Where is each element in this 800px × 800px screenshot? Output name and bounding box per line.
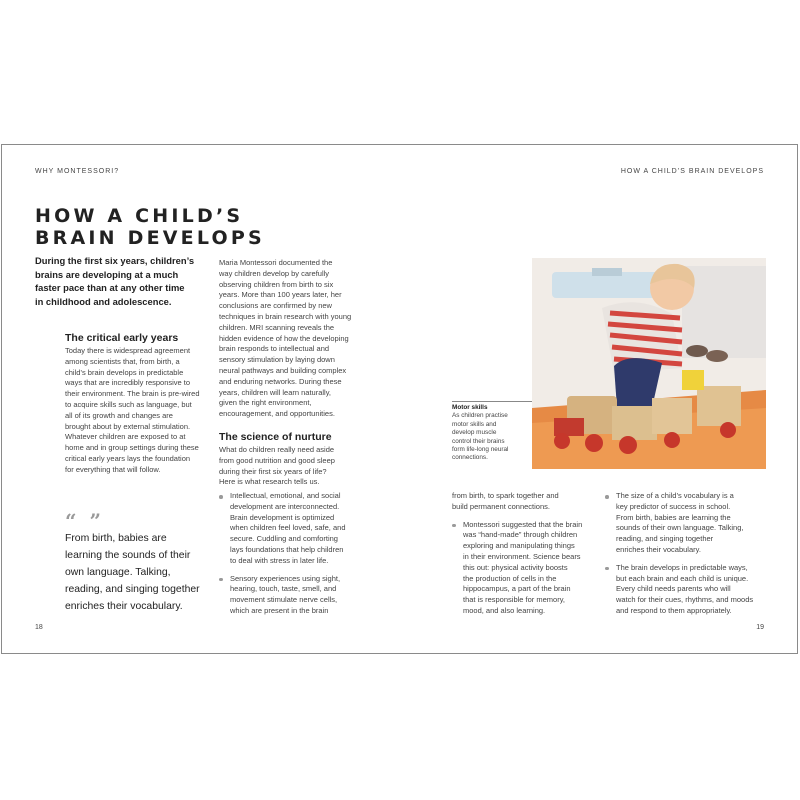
column-three [452, 491, 597, 624]
caption-line: As children practise [452, 412, 508, 420]
text-line: during their first six years of life? [219, 466, 327, 476]
text-line: from good nutrition and good sleep [219, 455, 335, 465]
text-line: neural pathways and building complex [219, 365, 347, 375]
text-line: hidden evidence of how the developing [219, 333, 349, 343]
page-number-right: 19 [756, 624, 764, 631]
text-line: and respond to them appropriately. [616, 605, 732, 615]
caption-line: control their brains [452, 437, 505, 445]
text-line: What do children really need aside [219, 445, 335, 454]
caption-title: Motor skills [452, 404, 488, 411]
text-line: Here is what research tells us. [219, 477, 320, 487]
section-science-of-nurture [219, 431, 369, 488]
running-head-right: HOW A CHILD’S BRAIN DEVELOPS [620, 168, 764, 175]
col4-bullet-list [605, 491, 767, 624]
text-line: conclusions are confirmed by new [219, 301, 332, 311]
text-line: Today there is widespread agreement [65, 346, 191, 355]
text-line: the production of cells in the [463, 573, 557, 583]
section-body [219, 445, 369, 488]
photo-caption [452, 404, 530, 463]
title-line: BRAIN DEVELOPS [35, 227, 265, 249]
child-playing-wooden-train-photo [532, 258, 766, 469]
caption-line: connections. [452, 454, 488, 462]
section-critical-early-years [65, 332, 215, 476]
text-line: techniques in brain research with young [219, 311, 352, 321]
text-line: Intellectual, emotional, and social [230, 491, 341, 500]
bullet-icon [452, 524, 456, 528]
text-line: From birth, babies are learning the [616, 512, 731, 522]
text-line: years, children will learn naturally, [219, 387, 331, 397]
text-line: which are present in the brain [230, 605, 329, 615]
text-line: secure. Cuddling and comforting [230, 534, 338, 544]
quote-line: From birth, babies are [65, 533, 167, 544]
text-line: and enduring networks. During these [219, 376, 342, 386]
caption-line: motor skills and [452, 420, 497, 428]
text-line: brought about by external stimulation. [65, 421, 191, 431]
quote-line: learning the sounds of their [65, 550, 191, 561]
text-line: lays foundations that help children [230, 544, 344, 554]
text-line: all of its growth and changes are [65, 410, 173, 420]
text-line: when children feel loved, safe, and [230, 523, 346, 533]
text-line: hippocampus, a part of the brain [463, 584, 571, 594]
section-heading: The science of nurture [219, 431, 332, 443]
intro-line: in childhood and adolescence. [35, 295, 172, 307]
pull-quote [65, 530, 215, 615]
text-line: among scientists that, from birth, a [65, 356, 180, 366]
text-line: but each brain and each child is unique. [616, 573, 749, 583]
section-body [65, 346, 215, 476]
nurture-bullet-list [219, 491, 369, 624]
text-line: home and in group settings during these [65, 443, 199, 453]
text-line: Sensory experiences using sight, [230, 573, 341, 583]
text-line: mood, and also learning. [463, 605, 546, 615]
intro-line: faster pace than at any other time [35, 282, 185, 294]
list-item [605, 563, 767, 617]
intro-line: brains are developing at a much [35, 268, 179, 280]
page-number-left: 18 [35, 624, 43, 631]
title-line: HOW A CHILD’S [35, 205, 244, 227]
text-line: reading, and singing together [616, 534, 714, 544]
text-line: critical early years lays the foundation [65, 453, 191, 463]
bullet-icon [605, 567, 609, 571]
text-line: to acquire skills such as language, but [65, 399, 192, 409]
quote-marks-icon: “ ” [65, 509, 104, 533]
text-line: development are interconnected. [230, 501, 340, 511]
text-line: key predictor of success in school. [616, 501, 731, 511]
caption-line: form life-long neural [452, 446, 509, 454]
text-line: years. More than 100 years later, her [219, 290, 342, 300]
text-line: ways that are incredibly responsive to [65, 378, 191, 388]
list-item [452, 520, 597, 617]
running-head-left: WHY MONTESSORI? [35, 168, 120, 175]
bullet-icon [219, 495, 223, 499]
intro-paragraph [35, 254, 210, 308]
text-line: children. MRI scanning reveals the [219, 322, 335, 332]
text-line: their environment. The brain is pre-wired [65, 389, 200, 399]
caption-line: develop muscle [452, 429, 497, 437]
quote-line: enriches their vocabulary. [65, 601, 183, 612]
text-line: in their environment. Science bears [463, 551, 581, 561]
caption-leader-line [452, 401, 532, 402]
list-item [605, 491, 767, 556]
text-line: movement stimulate nerve cells, [230, 595, 338, 605]
page-title [35, 205, 265, 249]
text-line: enriches their vocabulary. [616, 544, 701, 554]
text-line: build permanent connections. [452, 501, 550, 511]
quote-line: own language. Talking, [65, 567, 171, 578]
text-line: watch for their cues, rhythms, and moods [616, 595, 754, 605]
text-line: Every child needs parents who will [616, 584, 731, 594]
intro-line: During the first six years, children’s [35, 255, 195, 266]
text-line: child’s brain develops in predictable [65, 367, 184, 377]
text-line: for everything that will follow. [65, 464, 161, 474]
book-spread [1, 144, 798, 654]
text-line: sensory stimulation by laying down [219, 355, 335, 365]
quote-line: reading, and singing together [65, 584, 200, 595]
section-heading: The critical early years [65, 332, 179, 344]
text-line: this out: physical activity boosts [463, 562, 568, 572]
list-item [219, 491, 369, 567]
bullet-icon [605, 495, 609, 499]
text-line: exploring and manipulating things [463, 541, 575, 551]
text-line: brain responds to intellectual and [219, 344, 330, 354]
list-item [219, 574, 369, 617]
col3-bullet-list [452, 520, 597, 617]
text-line: encouragement, and opportunities. [219, 409, 335, 419]
text-line: given the right environment, [219, 398, 312, 408]
photo-illustration [532, 258, 766, 469]
text-line: Whatever children are exposed to at [65, 432, 186, 442]
text-line: way children develop by carefully [219, 268, 330, 278]
text-line: Brain development is optimized [230, 512, 335, 522]
text-line: to deal with stress in later life. [230, 555, 329, 565]
text-line: hearing, touch, taste, smell, and [230, 584, 337, 594]
bullet-icon [219, 578, 223, 582]
text-line: The size of a child’s vocabulary is a [616, 491, 734, 500]
text-line: was “hand-made” through children [463, 530, 578, 540]
text-line: sounds of their own language. Talking, [616, 523, 744, 533]
text-line: from birth, to spark together and [452, 491, 559, 500]
text-line: Maria Montessori documented the [219, 258, 333, 267]
text-line: Montessori suggested that the brain [463, 519, 583, 529]
text-line: observing children from birth to six [219, 279, 334, 289]
montessori-paragraph [219, 258, 369, 420]
text-line: The brain develops in predictable ways, [616, 562, 748, 572]
text-line: that is responsible for memory, [463, 595, 565, 605]
